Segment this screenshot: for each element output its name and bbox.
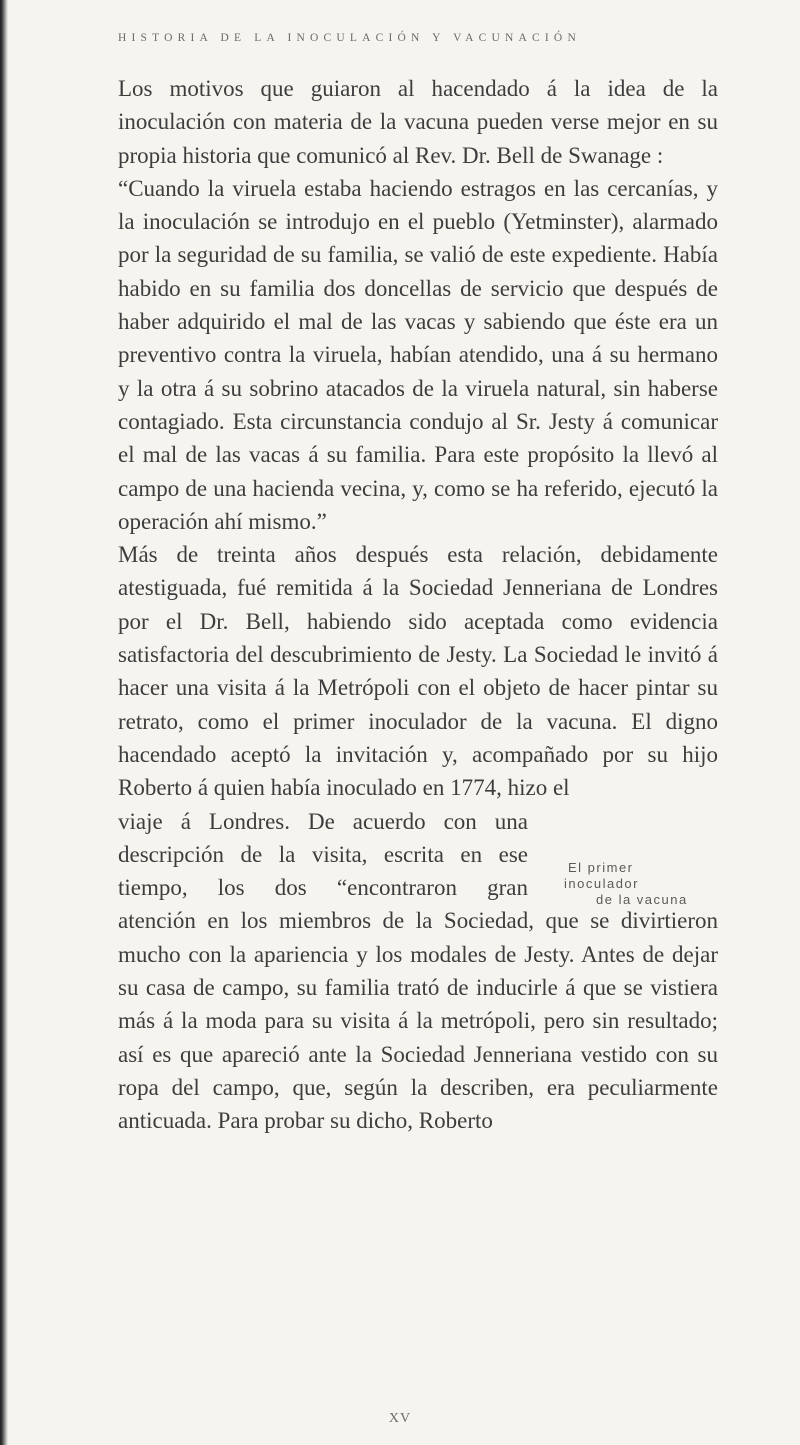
- margin-note-line-3: de la vacuna: [596, 892, 688, 907]
- paragraph-society-narrow-line-2: descripción de la visita, escrita en ese: [118, 841, 528, 867]
- binding-edge: [0, 0, 8, 1445]
- paragraph-motives: Los motivos que guiaron al hacendado á la idea de la inoculación con materia de la vacuna pueden verse mejor en su propia historia que comunicó al Rev. Dr. Bell de Swanage :: [118, 76, 718, 168]
- paragraph-society-narrow-line-3: tiempo, los dos “encontraron gran: [118, 875, 528, 901]
- paragraph-society-narrow-line-1: viaje á Londres. De acuerdo con una: [118, 808, 528, 834]
- paragraph-society: Más de treinta años después esta relación, debidamente atestiguada, fué remitida á la Sociedad Jenneriana de Londres por el Dr. Bell, habiendo sido aceptada como evidencia satisfactoria del descubrimiento de Jesty. La Sociedad le invitó á hacer una visita á la Metrópoli con el objeto de hacer pintar su retrato, como el primer inoculador de la vacuna. El digno hacendado aceptó la invitación y, acompañado por su hijo Roberto á quien había inoculado en 1774, hizo el: [118, 542, 718, 801]
- paragraph-quote: “Cuando la viruela estaba haciendo estragos en las cercanías, y la inoculación se introdujo en el pueblo (Yetminster), alarmado por la seguridad de su familia, se valió de este expediente. Había habido en su familia dos doncellas de servicio que después de haber adquirido el mal de las vacas y sabiendo que éste era un preventivo contra la viruela, habían atendido, una á su hermano y la otra á su sobrino atacados de la viruela natural, sin haberse contagiado. Esta circunstancia condujo al Sr. Jesty á comunicar el mal de las vacas á su familia. Para este propósito la llevó al campo de una hacienda vecina, y, como se ha referido, ejecutó la operación ahí mismo.”: [118, 175, 718, 534]
- paragraph-society-continued: atención en los miembros de la Sociedad, que se divirtieron mucho con la apariencia y los modales de Jesty. Antes de dejar su casa de campo, su familia trató de inducirle á que se vistiera más á la moda para su visita á la metrópoli, pero sin resultado; así es que apareció ante la Sociedad Jenneriana vestido con su ropa del campo, que, según la describen, era peculiarmente anticuada. Para probar su dicho, Roberto: [118, 908, 718, 1134]
- running-head: HISTORIA DE LA INOCULACIÓN Y VACUNACIÓN: [118, 32, 581, 44]
- margin-note: [562, 860, 722, 908]
- margin-note-line-2: inoculador: [564, 876, 639, 891]
- margin-note-line-1: El primer: [568, 860, 634, 875]
- body-text: [118, 72, 718, 1138]
- page-number: XV: [388, 1411, 412, 1426]
